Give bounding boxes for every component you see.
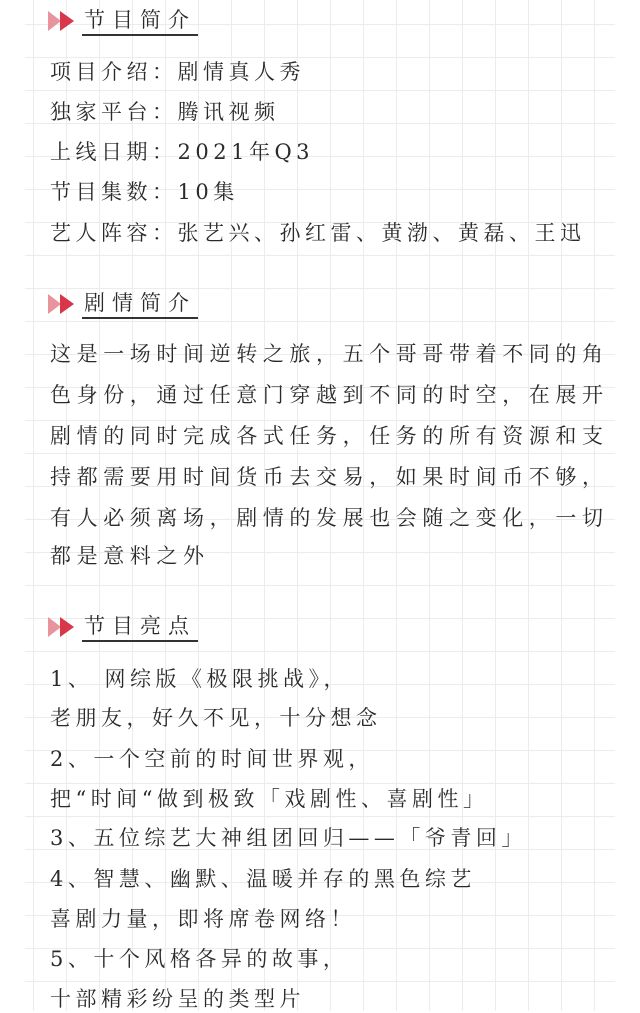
highlight-line: 喜剧力量，即将席卷网络！ <box>50 907 356 931</box>
plot-line: 有人必须离场，剧情的发展也会随之变化，一切 <box>50 506 609 530</box>
info-line-cast: 艺人阵容：张艺兴、孙红雷、黄渤、黄磊、王迅 <box>50 221 586 245</box>
double-arrow-icon <box>48 294 76 314</box>
highlight-line: 4、智慧、幽默、温暖并存的黑色综艺 <box>50 867 476 891</box>
section-title: 剧情简介 <box>82 290 198 319</box>
section-title: 节目简介 <box>82 7 198 36</box>
highlight-line: 1、 网综版《极限挑战》， <box>50 667 350 691</box>
section-title: 节目亮点 <box>82 613 198 642</box>
section-header-highlights <box>48 612 198 642</box>
plot-line: 色身份，通过任意门穿越到不同的时空，在展开 <box>50 383 609 407</box>
plot-line: 持都需要用时间货币去交易，如果时间币不够， <box>50 465 609 489</box>
info-line-release-date: 上线日期：2021年Q3 <box>50 140 315 164</box>
info-line-project: 项目介绍：剧情真人秀 <box>50 60 305 84</box>
highlight-line: 2、一个空前的时间世界观， <box>50 747 374 771</box>
highlight-line: 把“时间“做到极致「戏剧性、喜剧性」 <box>50 787 489 811</box>
section-header-program-intro <box>48 6 198 36</box>
plot-line: 这是一场时间逆转之旅，五个哥哥带着不同的角 <box>50 342 609 366</box>
info-line-episodes: 节目集数：10集 <box>50 180 239 204</box>
plot-line: 都是意料之外 <box>50 544 210 568</box>
double-arrow-icon <box>48 11 76 31</box>
highlight-line: 3、五位综艺大神组团回归——「爷青回」 <box>50 826 527 850</box>
info-line-platform: 独家平台：腾讯视频 <box>50 100 280 124</box>
double-arrow-icon <box>48 617 76 637</box>
section-header-plot-intro <box>48 289 198 319</box>
plot-line: 剧情的同时完成各式任务，任务的所有资源和支 <box>50 424 609 448</box>
highlight-line: 老朋友，好久不见，十分想念 <box>50 706 382 730</box>
highlight-line: 十部精彩纷呈的类型片 <box>50 987 305 1011</box>
highlight-line: 5、十个风格各异的故事， <box>50 947 349 971</box>
